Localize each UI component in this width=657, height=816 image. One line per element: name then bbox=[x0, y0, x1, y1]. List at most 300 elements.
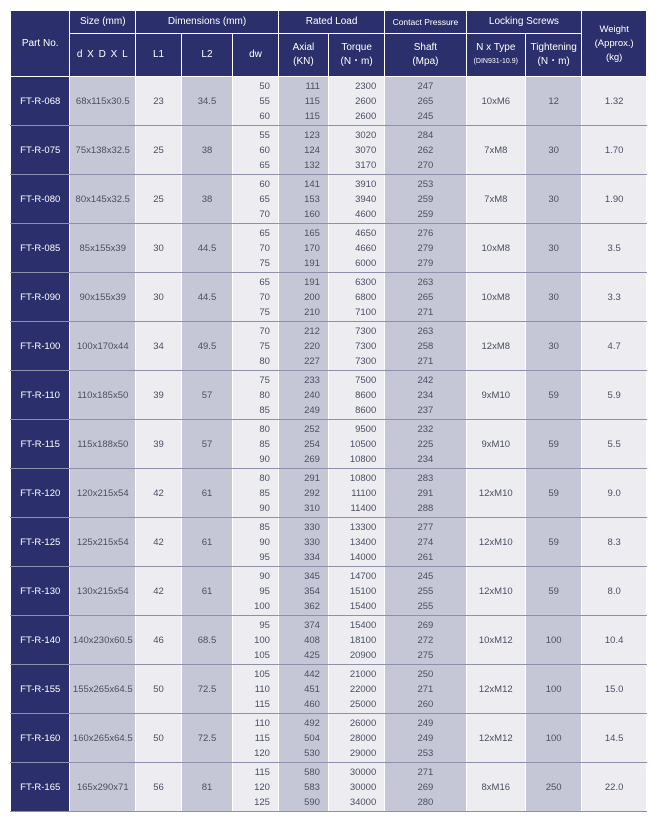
dw-value: 70 bbox=[259, 242, 270, 254]
torque-value: 26000 bbox=[349, 717, 377, 729]
dw-value: 80 bbox=[259, 355, 270, 367]
cell-nxtype: 8xM16 bbox=[466, 763, 525, 812]
axial-value: 200 bbox=[304, 291, 320, 303]
shaft-value: 255 bbox=[417, 600, 434, 612]
cell-torque-values bbox=[328, 175, 384, 224]
cell-l1: 42 bbox=[136, 518, 182, 567]
header-nxtype-line1: N x Type bbox=[476, 42, 516, 53]
dw-value: 65 bbox=[259, 227, 270, 239]
shaft-value: 269 bbox=[417, 619, 434, 631]
table-header bbox=[11, 11, 647, 77]
axial-values-stack bbox=[279, 79, 328, 124]
cell-tightening: 100 bbox=[525, 616, 581, 665]
dw-value: 70 bbox=[259, 208, 270, 220]
shaft-value: 245 bbox=[417, 570, 434, 582]
dw-values-stack bbox=[233, 618, 278, 663]
axial-value: 310 bbox=[304, 502, 320, 514]
table-body bbox=[11, 77, 647, 812]
cell-l1: 34 bbox=[136, 322, 182, 371]
cell-tightening: 30 bbox=[525, 175, 581, 224]
shaft-values-stack bbox=[385, 667, 465, 712]
cell-axial-values bbox=[278, 371, 328, 420]
spec-table bbox=[10, 10, 647, 812]
axial-values-stack bbox=[279, 128, 328, 173]
torque-value: 6000 bbox=[355, 257, 377, 269]
shaft-value: 291 bbox=[417, 487, 434, 499]
axial-value: 132 bbox=[304, 159, 320, 171]
torque-values-stack bbox=[329, 79, 384, 124]
cell-shaft-values bbox=[385, 567, 466, 616]
cell-axial-values bbox=[278, 175, 328, 224]
header-nxtype-line2: (DIN931-10.9) bbox=[473, 58, 518, 65]
cell-dw-values bbox=[233, 763, 279, 812]
dw-value: 110 bbox=[254, 683, 270, 695]
cell-dw-values bbox=[233, 371, 279, 420]
dw-value: 125 bbox=[254, 796, 270, 808]
shaft-value: 245 bbox=[417, 110, 434, 122]
torque-value: 25000 bbox=[349, 698, 377, 710]
torque-value: 6300 bbox=[355, 276, 377, 288]
header-axial bbox=[278, 34, 328, 77]
table-row bbox=[11, 420, 647, 469]
dw-values-stack bbox=[233, 79, 278, 124]
torque-value: 3070 bbox=[355, 144, 377, 156]
axial-value: 269 bbox=[304, 453, 320, 465]
dw-value: 95 bbox=[259, 619, 270, 631]
cell-nxtype: 10xM12 bbox=[466, 616, 525, 665]
cell-torque-values bbox=[328, 714, 384, 763]
cell-part-no: FT-R-140 bbox=[11, 616, 70, 665]
dw-values-stack bbox=[233, 422, 278, 467]
cell-size: 120x215x54 bbox=[70, 469, 136, 518]
cell-part-no: FT-R-100 bbox=[11, 322, 70, 371]
header-weight-line2: (Approx.) bbox=[594, 37, 634, 49]
cell-tightening: 59 bbox=[525, 420, 581, 469]
dw-value: 120 bbox=[254, 747, 270, 759]
cell-l2: 38 bbox=[181, 126, 232, 175]
torque-value: 15400 bbox=[349, 600, 377, 612]
axial-value: 292 bbox=[304, 487, 320, 499]
cell-axial-values bbox=[278, 469, 328, 518]
cell-part-no: FT-R-160 bbox=[11, 714, 70, 763]
dw-value: 120 bbox=[254, 781, 270, 793]
shaft-value: 275 bbox=[417, 649, 434, 661]
axial-value: 141 bbox=[304, 178, 320, 190]
shaft-values-stack bbox=[385, 128, 465, 173]
header-shaft-line2: (Mpa) bbox=[412, 56, 439, 67]
dw-value: 115 bbox=[254, 766, 270, 778]
axial-value: 115 bbox=[304, 95, 320, 107]
torque-value: 4660 bbox=[355, 242, 377, 254]
shaft-value: 279 bbox=[417, 242, 434, 254]
header-weight-line1: Weight bbox=[599, 23, 629, 35]
table-row bbox=[11, 518, 647, 567]
shaft-values-stack bbox=[385, 716, 465, 761]
dw-values-stack bbox=[233, 667, 278, 712]
cell-shaft-values bbox=[385, 518, 466, 567]
axial-value: 252 bbox=[304, 423, 320, 435]
cell-l1: 56 bbox=[136, 763, 182, 812]
torque-values-stack bbox=[329, 716, 384, 761]
shaft-value: 263 bbox=[417, 325, 434, 337]
torque-values-stack bbox=[329, 667, 384, 712]
axial-value: 504 bbox=[304, 732, 320, 744]
shaft-value: 288 bbox=[417, 502, 434, 514]
cell-shaft-values bbox=[385, 126, 466, 175]
torque-values-stack bbox=[329, 226, 384, 271]
cell-shaft-values bbox=[385, 714, 466, 763]
cell-part-no: FT-R-090 bbox=[11, 273, 70, 322]
cell-l2: 61 bbox=[181, 567, 232, 616]
axial-value: 590 bbox=[304, 796, 320, 808]
torque-values-stack bbox=[329, 618, 384, 663]
cell-nxtype: 12xM10 bbox=[466, 567, 525, 616]
cell-l2: 49.5 bbox=[181, 322, 232, 371]
axial-value: 111 bbox=[305, 80, 320, 92]
torque-value: 3910 bbox=[355, 178, 377, 190]
cell-l1: 46 bbox=[136, 616, 182, 665]
shaft-value: 261 bbox=[417, 551, 434, 563]
torque-values-stack bbox=[329, 177, 384, 222]
cell-axial-values bbox=[278, 322, 328, 371]
axial-value: 124 bbox=[304, 144, 320, 156]
dw-value: 70 bbox=[259, 325, 270, 337]
cell-size: 110x185x50 bbox=[70, 371, 136, 420]
cell-weight: 5.9 bbox=[582, 371, 647, 420]
torque-values-stack bbox=[329, 373, 384, 418]
cell-l1: 39 bbox=[136, 420, 182, 469]
shaft-value: 283 bbox=[417, 472, 434, 484]
shaft-value: 249 bbox=[417, 732, 434, 744]
header-l2: L2 bbox=[181, 34, 232, 77]
header-l1: L1 bbox=[136, 34, 182, 77]
cell-torque-values bbox=[328, 273, 384, 322]
shaft-value: 265 bbox=[417, 95, 434, 107]
torque-value: 4600 bbox=[355, 208, 377, 220]
shaft-values-stack bbox=[385, 618, 465, 663]
cell-nxtype: 12xM8 bbox=[466, 322, 525, 371]
cell-weight: 8.3 bbox=[582, 518, 647, 567]
torque-value: 14000 bbox=[349, 551, 377, 563]
cell-weight: 15.0 bbox=[582, 665, 647, 714]
torque-value: 13300 bbox=[349, 521, 377, 533]
shaft-value: 262 bbox=[417, 144, 434, 156]
axial-values-stack bbox=[279, 520, 328, 565]
shaft-values-stack bbox=[385, 520, 465, 565]
cell-size: 125x215x54 bbox=[70, 518, 136, 567]
dw-value: 75 bbox=[259, 306, 270, 318]
cell-axial-values bbox=[278, 665, 328, 714]
torque-value: 30000 bbox=[349, 766, 377, 778]
cell-shaft-values bbox=[385, 175, 466, 224]
cell-part-no: FT-R-080 bbox=[11, 175, 70, 224]
axial-values-stack bbox=[279, 569, 328, 614]
dw-values-stack bbox=[233, 324, 278, 369]
header-nxtype bbox=[466, 34, 525, 77]
torque-value: 15100 bbox=[349, 585, 377, 597]
dw-value: 75 bbox=[259, 257, 270, 269]
cell-l1: 30 bbox=[136, 224, 182, 273]
torque-value: 7300 bbox=[355, 340, 377, 352]
torque-value: 11100 bbox=[351, 487, 377, 499]
cell-shaft-values bbox=[385, 469, 466, 518]
shaft-value: 269 bbox=[417, 781, 434, 793]
torque-values-stack bbox=[329, 275, 384, 320]
dw-value: 65 bbox=[259, 159, 270, 171]
cell-nxtype: 12xM12 bbox=[466, 665, 525, 714]
header-axial-line2: (KN) bbox=[293, 56, 314, 67]
torque-values-stack bbox=[329, 128, 384, 173]
shaft-value: 272 bbox=[417, 634, 434, 646]
cell-l1: 23 bbox=[136, 77, 182, 126]
shaft-value: 279 bbox=[417, 257, 434, 269]
cell-weight: 10.4 bbox=[582, 616, 647, 665]
cell-shaft-values bbox=[385, 224, 466, 273]
cell-part-no: FT-R-075 bbox=[11, 126, 70, 175]
torque-value: 22000 bbox=[349, 683, 377, 695]
cell-torque-values bbox=[328, 322, 384, 371]
cell-l1: 39 bbox=[136, 371, 182, 420]
cell-axial-values bbox=[278, 77, 328, 126]
dw-value: 115 bbox=[254, 698, 270, 710]
dw-value: 65 bbox=[259, 193, 270, 205]
cell-nxtype: 12xM12 bbox=[466, 714, 525, 763]
cell-torque-values bbox=[328, 224, 384, 273]
table-row bbox=[11, 224, 647, 273]
dw-value: 80 bbox=[259, 472, 270, 484]
cell-shaft-values bbox=[385, 322, 466, 371]
torque-values-stack bbox=[329, 520, 384, 565]
cell-torque-values bbox=[328, 616, 384, 665]
cell-weight: 1.32 bbox=[582, 77, 647, 126]
dw-value: 110 bbox=[254, 717, 270, 729]
shaft-value: 234 bbox=[417, 453, 434, 465]
cell-nxtype: 9xM10 bbox=[466, 371, 525, 420]
cell-weight: 1.70 bbox=[582, 126, 647, 175]
header-tightening bbox=[525, 34, 581, 77]
dw-values-stack bbox=[233, 128, 278, 173]
shaft-value: 247 bbox=[417, 80, 434, 92]
shaft-values-stack bbox=[385, 765, 465, 810]
cell-shaft-values bbox=[385, 616, 466, 665]
torque-value: 14700 bbox=[349, 570, 377, 582]
cell-axial-values bbox=[278, 224, 328, 273]
cell-tightening: 100 bbox=[525, 714, 581, 763]
cell-torque-values bbox=[328, 77, 384, 126]
axial-values-stack bbox=[279, 177, 328, 222]
cell-size: 140x230x60.5 bbox=[70, 616, 136, 665]
cell-nxtype: 12xM10 bbox=[466, 469, 525, 518]
cell-l2: 81 bbox=[181, 763, 232, 812]
axial-value: 210 bbox=[304, 306, 320, 318]
dw-value: 85 bbox=[259, 438, 270, 450]
dw-value: 90 bbox=[259, 536, 270, 548]
dw-value: 85 bbox=[259, 521, 270, 533]
cell-weight: 3.3 bbox=[582, 273, 647, 322]
shaft-value: 271 bbox=[417, 306, 434, 318]
dw-value: 115 bbox=[254, 732, 270, 744]
shaft-value: 258 bbox=[417, 340, 434, 352]
cell-dw-values bbox=[233, 175, 279, 224]
dw-values-stack bbox=[233, 765, 278, 810]
shaft-value: 284 bbox=[417, 129, 434, 141]
shaft-value: 274 bbox=[417, 536, 434, 548]
cell-weight: 3.5 bbox=[582, 224, 647, 273]
axial-value: 330 bbox=[304, 536, 320, 548]
torque-value: 7300 bbox=[355, 355, 377, 367]
cell-part-no: FT-R-068 bbox=[11, 77, 70, 126]
dw-value: 95 bbox=[259, 551, 270, 563]
axial-value: 160 bbox=[304, 208, 320, 220]
cell-dw-values bbox=[233, 420, 279, 469]
torque-value: 2600 bbox=[355, 110, 377, 122]
table-row bbox=[11, 616, 647, 665]
shaft-value: 237 bbox=[417, 404, 434, 416]
shaft-values-stack bbox=[385, 226, 465, 271]
header-weight bbox=[582, 11, 647, 77]
cell-l2: 44.5 bbox=[181, 224, 232, 273]
header-rated-load: Rated Load bbox=[278, 11, 384, 34]
header-locking-screws: Locking Screws bbox=[466, 11, 582, 34]
cell-weight: 8.0 bbox=[582, 567, 647, 616]
shaft-values-stack bbox=[385, 324, 465, 369]
cell-size: 165x290x71 bbox=[70, 763, 136, 812]
shaft-value: 249 bbox=[417, 717, 434, 729]
cell-l2: 38 bbox=[181, 175, 232, 224]
table-row bbox=[11, 126, 647, 175]
axial-value: 191 bbox=[304, 257, 320, 269]
table-row bbox=[11, 175, 647, 224]
cell-dw-values bbox=[233, 469, 279, 518]
axial-value: 212 bbox=[304, 325, 320, 337]
dw-value: 80 bbox=[259, 389, 270, 401]
axial-value: 330 bbox=[304, 521, 320, 533]
torque-value: 2600 bbox=[355, 95, 377, 107]
shaft-values-stack bbox=[385, 569, 465, 614]
cell-torque-values bbox=[328, 665, 384, 714]
cell-tightening: 30 bbox=[525, 273, 581, 322]
axial-value: 354 bbox=[304, 585, 320, 597]
header-axial-line1: Axial bbox=[292, 42, 315, 53]
table-row bbox=[11, 665, 647, 714]
torque-value: 3020 bbox=[355, 129, 377, 141]
axial-value: 408 bbox=[304, 634, 320, 646]
header-torque-line1: Torque bbox=[341, 42, 372, 53]
dw-values-stack bbox=[233, 275, 278, 320]
dw-value: 105 bbox=[254, 649, 270, 661]
axial-value: 451 bbox=[304, 683, 320, 695]
cell-axial-values bbox=[278, 420, 328, 469]
header-torque bbox=[328, 34, 384, 77]
cell-tightening: 59 bbox=[525, 567, 581, 616]
cell-l2: 57 bbox=[181, 420, 232, 469]
axial-value: 227 bbox=[304, 355, 320, 367]
dw-value: 55 bbox=[259, 129, 270, 141]
header-contact-pressure: Contact Pressure bbox=[385, 11, 466, 34]
shaft-value: 271 bbox=[417, 683, 434, 695]
dw-values-stack bbox=[233, 569, 278, 614]
shaft-value: 263 bbox=[417, 276, 434, 288]
dw-value: 75 bbox=[259, 374, 270, 386]
axial-values-stack bbox=[279, 716, 328, 761]
cell-tightening: 59 bbox=[525, 469, 581, 518]
shaft-value: 270 bbox=[417, 159, 434, 171]
torque-value: 3940 bbox=[355, 193, 377, 205]
cell-l2: 72.5 bbox=[181, 714, 232, 763]
shaft-values-stack bbox=[385, 177, 465, 222]
dw-value: 85 bbox=[259, 404, 270, 416]
cell-part-no: FT-R-125 bbox=[11, 518, 70, 567]
axial-value: 254 bbox=[304, 438, 320, 450]
axial-value: 233 bbox=[304, 374, 320, 386]
cell-l2: 61 bbox=[181, 518, 232, 567]
dw-value: 90 bbox=[259, 453, 270, 465]
cell-weight: 4.7 bbox=[582, 322, 647, 371]
axial-value: 291 bbox=[304, 472, 320, 484]
cell-size: 85x155x39 bbox=[70, 224, 136, 273]
shaft-values-stack bbox=[385, 275, 465, 320]
shaft-value: 265 bbox=[417, 291, 434, 303]
cell-shaft-values bbox=[385, 763, 466, 812]
cell-torque-values bbox=[328, 518, 384, 567]
torque-value: 29000 bbox=[349, 747, 377, 759]
axial-value: 530 bbox=[304, 747, 320, 759]
cell-part-no: FT-R-115 bbox=[11, 420, 70, 469]
dw-values-stack bbox=[233, 226, 278, 271]
cell-weight: 9.0 bbox=[582, 469, 647, 518]
header-shaft bbox=[385, 34, 466, 77]
cell-torque-values bbox=[328, 469, 384, 518]
shaft-value: 255 bbox=[417, 585, 434, 597]
axial-value: 362 bbox=[304, 600, 320, 612]
shaft-value: 242 bbox=[417, 374, 434, 386]
dw-value: 100 bbox=[254, 600, 270, 612]
header-torque-line2: (N・m) bbox=[340, 56, 373, 67]
cell-dw-values bbox=[233, 273, 279, 322]
cell-torque-values bbox=[328, 371, 384, 420]
cell-axial-values bbox=[278, 567, 328, 616]
table-row bbox=[11, 322, 647, 371]
dw-value: 65 bbox=[259, 276, 270, 288]
table-row bbox=[11, 469, 647, 518]
shaft-value: 280 bbox=[417, 796, 434, 808]
axial-value: 334 bbox=[304, 551, 320, 563]
cell-dw-values bbox=[233, 126, 279, 175]
cell-tightening: 30 bbox=[525, 224, 581, 273]
axial-values-stack bbox=[279, 765, 328, 810]
cell-dw-values bbox=[233, 518, 279, 567]
cell-dw-values bbox=[233, 665, 279, 714]
cell-shaft-values bbox=[385, 273, 466, 322]
axial-value: 165 bbox=[304, 227, 320, 239]
axial-value: 492 bbox=[304, 717, 320, 729]
axial-value: 374 bbox=[304, 619, 320, 631]
cell-dw-values bbox=[233, 714, 279, 763]
torque-value: 28000 bbox=[349, 732, 377, 744]
header-dimensions: Dimensions (mm) bbox=[136, 11, 279, 34]
cell-l1: 50 bbox=[136, 665, 182, 714]
table-row bbox=[11, 77, 647, 126]
dw-values-stack bbox=[233, 373, 278, 418]
shaft-values-stack bbox=[385, 471, 465, 516]
header-size-mm: Size (mm) bbox=[70, 11, 136, 34]
cell-tightening: 59 bbox=[525, 518, 581, 567]
header-tightening-line1: Tightening bbox=[530, 42, 577, 53]
cell-size: 115x188x50 bbox=[70, 420, 136, 469]
cell-l2: 68.5 bbox=[181, 616, 232, 665]
shaft-values-stack bbox=[385, 422, 465, 467]
axial-value: 170 bbox=[304, 242, 320, 254]
